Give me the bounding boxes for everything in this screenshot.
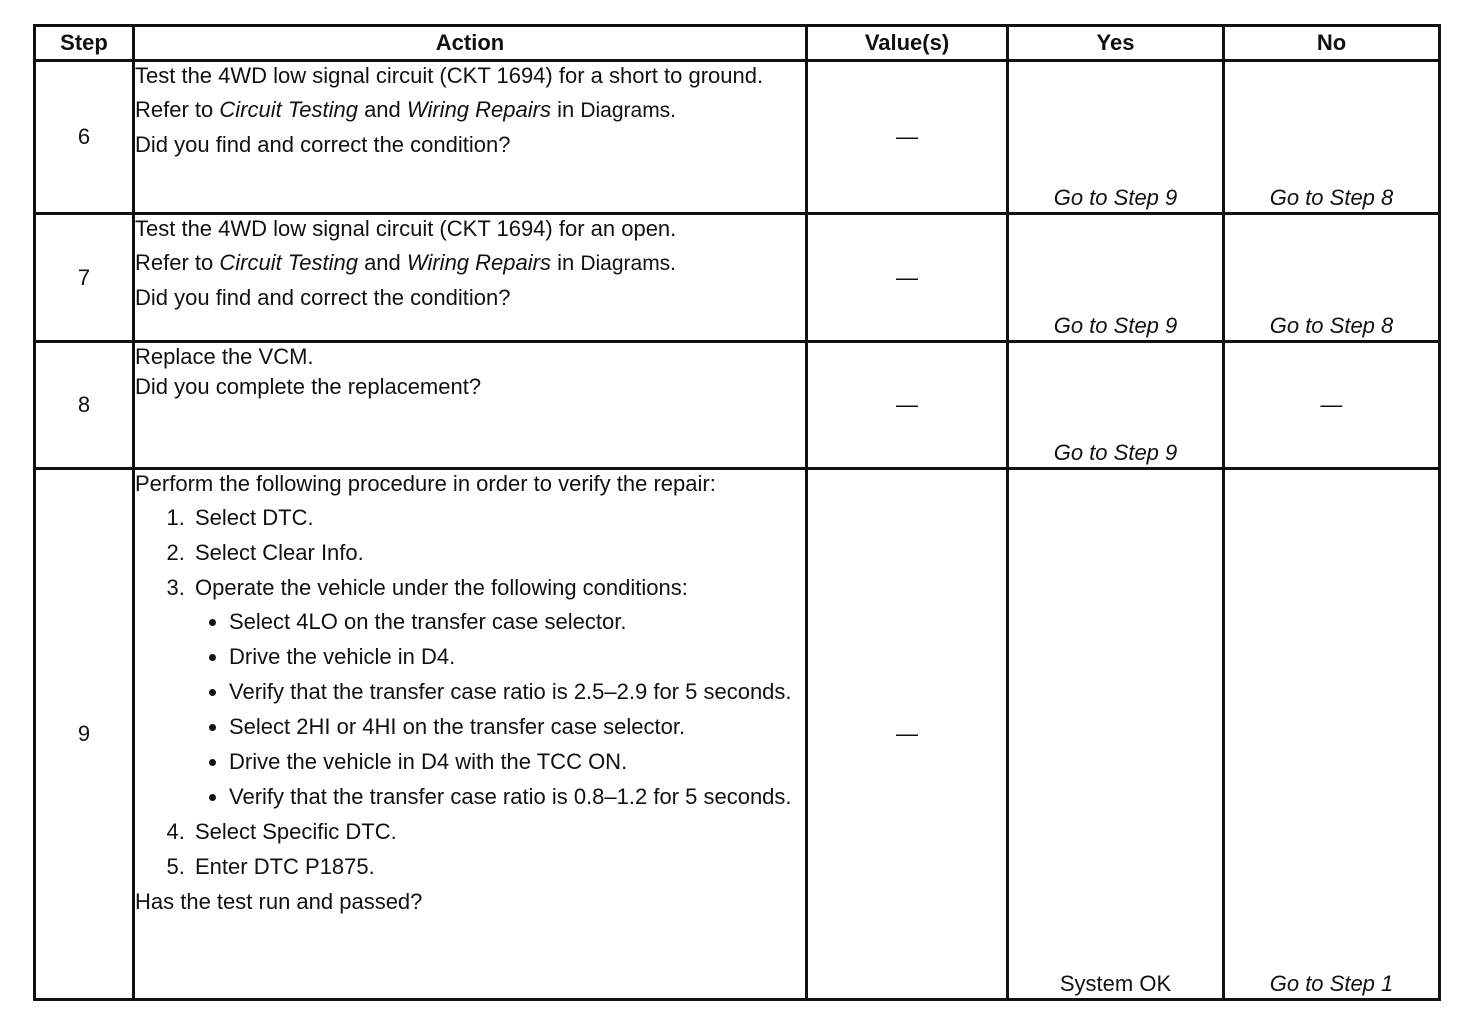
action-cell <box>134 214 807 342</box>
action-instruction: Replace the VCM. <box>135 344 314 369</box>
condition-item: • Select 4LO on the transfer case selector. <box>229 608 805 636</box>
list-item: 5. Enter DTC P1875. <box>191 853 805 881</box>
table-row <box>35 342 1440 469</box>
header-yes: Yes <box>1008 26 1224 61</box>
condition-item: • Drive the vehicle in D4 with the TCC ON. <box>229 748 805 776</box>
step-number: 6 <box>35 61 134 214</box>
action-reference <box>135 249 805 278</box>
table-row <box>35 214 1440 342</box>
no-goto-link[interactable]: Go to Step 8 <box>1224 61 1440 214</box>
no-result: — <box>1224 342 1440 469</box>
value-cell: — <box>807 469 1008 1000</box>
no-goto-link[interactable]: Go to Step 1 <box>1224 469 1440 1000</box>
refer-prefix: Refer to <box>135 250 220 275</box>
action-question: Has the test run and passed? <box>135 889 423 914</box>
action-cell <box>134 61 807 214</box>
value-cell: — <box>807 61 1008 214</box>
refer-prefix: Refer to <box>135 97 220 122</box>
list-item: 1. Select DTC. <box>191 504 805 532</box>
action-question: Did you find and correct the condition? <box>135 285 511 310</box>
action-cell <box>134 469 807 1000</box>
condition-item: • Select 2HI or 4HI on the transfer case selector. <box>229 713 805 741</box>
table-row <box>35 469 1440 1000</box>
procedure-list <box>135 504 805 881</box>
condition-item: • Drive the vehicle in D4. <box>229 643 805 671</box>
diagnostic-table <box>33 24 1441 1001</box>
action-question: Did you complete the replacement? <box>135 374 482 399</box>
no-goto-link[interactable]: Go to Step 8 <box>1224 214 1440 342</box>
value-cell: — <box>807 342 1008 469</box>
header-values: Value(s) <box>807 26 1008 61</box>
header-no: No <box>1224 26 1440 61</box>
step-number: 9 <box>35 469 134 1000</box>
list-item-text: Operate the vehicle under the following conditions: <box>195 575 688 600</box>
refer-and: and <box>357 250 407 275</box>
list-item <box>191 574 805 811</box>
step-number: 7 <box>35 214 134 342</box>
circuit-testing-link[interactable]: Circuit Testing <box>219 97 358 122</box>
action-cell <box>134 342 807 469</box>
condition-item: • Verify that the transfer case ratio is 0.8–1.2 for 5 seconds. <box>229 783 805 811</box>
yes-goto-link[interactable]: Go to Step 9 <box>1008 342 1224 469</box>
list-item: 2. Select Clear Info. <box>191 539 805 567</box>
diagrams-reference: Diagrams. <box>580 252 677 275</box>
yes-goto-link[interactable]: Go to Step 9 <box>1008 214 1224 342</box>
diagnostic-table-container <box>33 24 1438 1001</box>
refer-and: and <box>357 97 407 122</box>
step-number: 8 <box>35 342 134 469</box>
action-instruction: Test the 4WD low signal circuit (CKT 1694) for a short to ground. <box>135 63 764 88</box>
action-reference <box>135 96 805 125</box>
conditions-list <box>195 608 805 811</box>
circuit-testing-link[interactable]: Circuit Testing <box>219 250 358 275</box>
condition-item: • Verify that the transfer case ratio is 2.5–2.9 for 5 seconds. <box>229 678 805 706</box>
diagrams-reference: Diagrams. <box>580 99 677 122</box>
wiring-repairs-link[interactable]: Wiring Repairs <box>406 97 551 122</box>
header-row <box>35 26 1440 61</box>
refer-in: in <box>550 250 581 275</box>
action-intro: Perform the following procedure in order to verify the repair: <box>135 471 716 496</box>
header-action: Action <box>134 26 807 61</box>
value-cell: — <box>807 214 1008 342</box>
wiring-repairs-link[interactable]: Wiring Repairs <box>406 250 551 275</box>
refer-in: in <box>550 97 581 122</box>
table-row <box>35 61 1440 214</box>
yes-result-system-ok: System OK <box>1008 469 1224 1000</box>
header-step: Step <box>35 26 134 61</box>
list-item: 4. Select Specific DTC. <box>191 818 805 846</box>
action-instruction: Test the 4WD low signal circuit (CKT 1694) for an open. <box>135 216 677 241</box>
yes-goto-link[interactable]: Go to Step 9 <box>1008 61 1224 214</box>
action-question: Did you find and correct the condition? <box>135 132 511 157</box>
